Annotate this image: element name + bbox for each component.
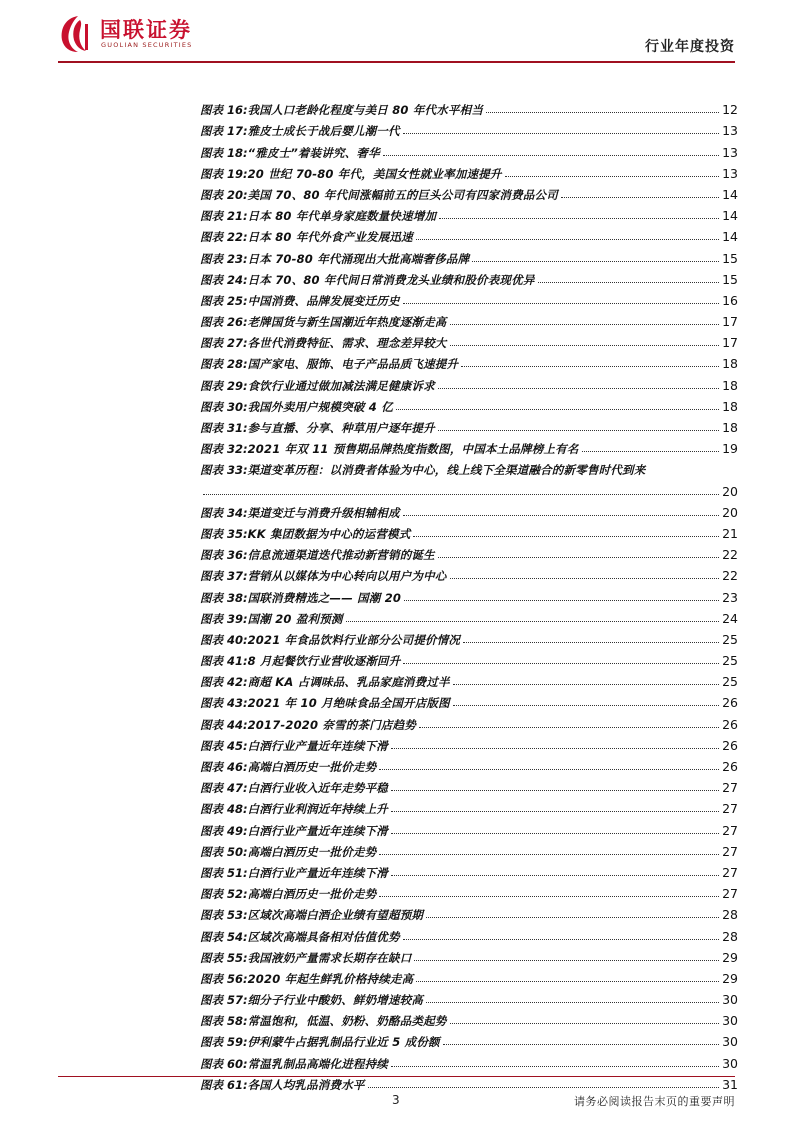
toc-entry-label: 图表 58: xyxy=(200,1014,248,1029)
toc-entry-title: 2017-2020 奈雪的茶门店趋势 xyxy=(247,717,416,732)
logo-text-en: GUOLIAN SECURITIES xyxy=(101,41,193,49)
toc-entry-label: 图表 20: xyxy=(200,187,248,202)
toc-entry-page: 20 xyxy=(722,483,738,499)
toc-entry-page: 28 xyxy=(722,928,738,944)
toc-entry[interactable] xyxy=(200,901,738,922)
toc-entry-page: 13 xyxy=(722,144,738,160)
toc-entry[interactable] xyxy=(200,393,738,414)
toc-entry-page: 29 xyxy=(722,970,738,986)
toc-leader-dots xyxy=(505,176,719,177)
toc-entry[interactable] xyxy=(200,435,738,456)
toc-entry[interactable] xyxy=(200,414,738,435)
toc-entry-page: 14 xyxy=(722,208,738,224)
toc-entry-page: 25 xyxy=(722,653,738,669)
toc-leader-dots xyxy=(450,324,720,325)
toc-entry-page: 19 xyxy=(722,441,738,457)
toc-entry-title: 细分子行业中酸奶、鲜奶增速较高 xyxy=(247,993,424,1008)
toc-entry-page: 14 xyxy=(722,229,738,245)
toc-entry-page: 30 xyxy=(722,992,738,1008)
toc-entry-label: 图表 32: xyxy=(200,442,248,457)
toc-entry-label: 图表 52: xyxy=(200,887,248,902)
toc-leader-dots xyxy=(443,1044,719,1045)
toc-entry-title: 2020 年起生鲜乳价格持续走高 xyxy=(247,971,414,986)
toc-entry[interactable] xyxy=(200,605,738,626)
page-header xyxy=(0,0,793,62)
toc-entry-label: 图表 59: xyxy=(200,1035,248,1050)
toc-entry-label: 图表 17: xyxy=(200,124,248,139)
toc-entry-page: 13 xyxy=(722,165,738,181)
toc-entry[interactable] xyxy=(200,499,738,520)
toc-entry-title: 我国外卖用户规模突破 4 亿 xyxy=(247,399,393,414)
header-divider xyxy=(58,61,735,63)
toc-entry-title: 白酒行业收入近年走势平稳 xyxy=(247,781,389,796)
toc-entry-page: 27 xyxy=(722,886,738,902)
toc-entry-label: 图表 28: xyxy=(200,357,248,372)
toc-entry-title: 2021 年双 11 预售期品牌热度指数图，中国本土品牌榜上有名 xyxy=(247,442,579,457)
toc-entry[interactable] xyxy=(200,816,738,837)
toc-entry-title: 白酒行业产量近年连续下滑 xyxy=(247,738,389,753)
toc-entry-label: 图表 56: xyxy=(200,971,248,986)
toc-leader-dots xyxy=(379,854,719,855)
toc-entry-label: 图表 46: xyxy=(200,760,248,774)
toc-entry[interactable] xyxy=(200,647,738,668)
toc-entry-page: 27 xyxy=(722,843,738,859)
toc-entry-label: 图表 18: xyxy=(200,145,248,160)
toc-entry[interactable] xyxy=(200,244,738,265)
toc-entry-page: 30 xyxy=(722,1034,738,1050)
toc-entry-title: 区域次高端具备相对估值优势 xyxy=(247,929,400,944)
toc-entry[interactable] xyxy=(200,350,738,371)
toc-entry-page: 18 xyxy=(722,356,738,372)
toc-entry-page: 20 xyxy=(722,504,738,520)
toc-leader-dots xyxy=(379,769,719,770)
toc-entry-page: 27 xyxy=(722,801,738,817)
toc-leader-dots xyxy=(391,875,719,876)
toc-entry-title: 国联消费精选之—— 国潮 20 xyxy=(247,590,402,605)
toc-entry[interactable] xyxy=(200,880,738,901)
toc-entry-title: 参与直播、分享、种草用户逐年提升 xyxy=(247,421,435,435)
toc-entry-label: 图表 21: xyxy=(200,209,248,224)
toc-entry-label: 图表 40: xyxy=(200,632,248,647)
toc-entry-label: 图表 55: xyxy=(200,950,248,965)
toc-entry-title: KK 集团数据为中心的运营模式 xyxy=(247,526,411,541)
toc-entry-title: 渠道变革历程：以消费者体验为中心，线上线下全渠道融合的新零售时代到来 xyxy=(247,463,646,478)
toc-entry-title: 2021 年食品饮料行业部分公司提价情况 xyxy=(247,632,461,647)
toc-leader-dots xyxy=(403,939,719,940)
toc-entry-page: 21 xyxy=(722,525,738,541)
toc-entry[interactable] xyxy=(200,732,738,753)
toc-entry-label: 图表 57: xyxy=(200,993,248,1008)
toc-entry-title: 日本 80 年代外食产业发展迅速 xyxy=(247,230,413,245)
toc-entry-label: 图表 25: xyxy=(200,293,248,308)
toc-entry-label: 图表 44: xyxy=(200,717,248,732)
toc-entry[interactable] xyxy=(200,944,738,965)
toc-entry-title: 我国人口老龄化程度与美日 80 年代水平相当 xyxy=(247,103,484,118)
toc-entry-label: 图表 35: xyxy=(200,526,248,541)
toc-entry-title: 白酒行业利润近年持续上升 xyxy=(247,802,389,817)
toc-entry-page: 22 xyxy=(722,568,738,584)
toc-entry-title: “雅皮士”着装讲究、奢华 xyxy=(247,145,380,160)
toc-entry-page: 16 xyxy=(722,292,738,308)
toc-leader-dots xyxy=(368,1087,719,1088)
toc-entry-label: 图表 61: xyxy=(200,1077,248,1092)
toc-entry-label: 图表 41: xyxy=(200,654,248,669)
toc-entry-title: 美国 70、80 年代间涨幅前五的巨头公司有四家消费品公司 xyxy=(247,187,558,202)
toc-entry-title: 区域次高端白酒企业绩有望超预期 xyxy=(247,908,424,923)
toc-entry-page: 31 xyxy=(722,1076,738,1092)
toc-entry-page: 26 xyxy=(722,759,738,774)
toc-entry-page: 15 xyxy=(722,271,738,287)
toc-entry-title: 8 月起餐饮行业营收逐渐回升 xyxy=(247,654,401,669)
toc-entry-title: 中国消费、品牌发展变迁历史 xyxy=(247,293,400,308)
toc-entry-title: 我国液奶产量需求长期存在缺口 xyxy=(247,950,412,965)
toc-entry-page: 27 xyxy=(722,822,738,838)
toc-entry[interactable] xyxy=(200,181,738,202)
toc-entry[interactable] xyxy=(200,456,738,477)
toc-entry[interactable] xyxy=(200,1071,738,1092)
toc-entry-label: 图表 26: xyxy=(200,315,248,330)
toc-entry-title: 白酒行业产量近年连续下滑 xyxy=(247,865,389,880)
toc-entry-page: 18 xyxy=(722,420,738,435)
toc-entry[interactable] xyxy=(200,774,738,795)
toc-entry-title: 信息流通渠道迭代推动新营销的诞生 xyxy=(247,548,435,563)
toc-leader-dots xyxy=(404,600,719,601)
toc-entry[interactable] xyxy=(200,1049,738,1070)
toc-entry[interactable] xyxy=(200,689,738,710)
toc-entry[interactable] xyxy=(200,308,738,329)
toc-entry[interactable] xyxy=(200,266,738,287)
toc-entry-title: 常温乳制品高端化进程持续 xyxy=(247,1056,389,1071)
toc-entry-page: 18 xyxy=(722,398,738,414)
toc-leader-dots xyxy=(396,409,719,410)
toc-leader-dots xyxy=(472,261,719,262)
toc-entry-title: 日本 80 年代单身家庭数量快速增加 xyxy=(247,209,437,224)
toc-entry-page: 22 xyxy=(722,547,738,563)
toc-leader-dots xyxy=(438,557,719,558)
toc-entry[interactable] xyxy=(200,223,738,244)
toc-entry-label: 图表 22: xyxy=(200,230,248,245)
toc-entry[interactable] xyxy=(200,117,738,138)
toc-entry-label: 图表 47: xyxy=(200,781,248,796)
toc-entry-page: 27 xyxy=(722,780,738,796)
toc-entry-label: 图表 43: xyxy=(200,696,248,711)
toc-leader-dots xyxy=(391,1066,719,1067)
toc-entry-title: 国产家电、服饰、电子产品品质飞速提升 xyxy=(247,357,459,372)
report-type-title: 行业年度投资 xyxy=(645,39,735,55)
toc-entry[interactable] xyxy=(200,838,738,859)
toc-entry-page: 14 xyxy=(722,186,738,202)
toc-entry-title: 白酒行业产量近年连续下滑 xyxy=(247,823,389,838)
toc-leader-dots xyxy=(426,917,719,918)
toc-entry[interactable] xyxy=(200,371,738,392)
toc-entry[interactable] xyxy=(200,1028,738,1049)
toc-entry-label: 图表 31: xyxy=(200,421,248,435)
toc-entry-label: 图表 30: xyxy=(200,399,248,414)
toc-entry[interactable] xyxy=(200,329,738,350)
toc-leader-dots xyxy=(439,218,719,219)
toc-entry-label: 图表 34: xyxy=(200,505,248,520)
toc-entry-label: 图表 51: xyxy=(200,865,248,880)
toc-entry-title: 高端白酒历史一批价走势 xyxy=(247,760,377,774)
toc-entry-label: 图表 19: xyxy=(200,166,248,181)
toc-entry-page: 26 xyxy=(722,716,738,732)
toc-leader-dots xyxy=(391,811,719,812)
toc-entry[interactable] xyxy=(200,795,738,816)
toc-entry-label: 图表 37: xyxy=(200,569,248,584)
toc-entry-continuation[interactable] xyxy=(200,477,738,498)
toc-entry-label: 图表 54: xyxy=(200,929,248,944)
toc-leader-dots xyxy=(453,705,719,706)
toc-entry-page: 30 xyxy=(722,1055,738,1071)
toc-leader-dots xyxy=(426,1002,719,1003)
toc-entry-page: 26 xyxy=(722,737,738,753)
toc-entry-title: 高端白酒历史一批价走势 xyxy=(247,844,377,859)
toc-leader-dots xyxy=(463,642,719,643)
toc-entry[interactable] xyxy=(200,986,738,1007)
toc-entry[interactable] xyxy=(200,965,738,986)
toc-entry[interactable] xyxy=(200,753,738,774)
toc-entry-title: 2021 年 10 月绝味食品全国开店版图 xyxy=(247,696,450,711)
toc-entry-title: 高端白酒历史一批价走势 xyxy=(247,887,377,902)
toc-entry[interactable] xyxy=(200,583,738,604)
toc-entry-page: 27 xyxy=(722,864,738,880)
toc-entry-title: 常温饱和，低温、奶粉、奶酪品类起势 xyxy=(247,1014,447,1029)
disclaimer-note: 请务必阅读报告末页的重要声明 xyxy=(574,1095,735,1108)
toc-leader-dots xyxy=(391,748,719,749)
toc-leader-dots xyxy=(391,833,719,834)
toc-entry[interactable] xyxy=(200,520,738,541)
toc-entry-title: 日本 70-80 年代涌现出大批高端奢侈品牌 xyxy=(247,251,470,266)
toc-entry[interactable] xyxy=(200,710,738,731)
toc-leader-dots xyxy=(582,451,720,452)
toc-leader-dots xyxy=(346,621,719,622)
toc-entry-label: 图表 39: xyxy=(200,611,248,626)
toc-entry[interactable] xyxy=(200,562,738,583)
toc-entry-label: 图表 27: xyxy=(200,336,248,351)
toc-entry-label: 图表 50: xyxy=(200,844,248,859)
toc-entry[interactable] xyxy=(200,1007,738,1028)
toc-entry-page: 18 xyxy=(722,377,738,393)
toc-entry-label: 图表 29: xyxy=(200,378,248,393)
logo-text-cn: 国联证券 xyxy=(100,18,192,42)
toc-leader-dots xyxy=(419,727,719,728)
toc-entry[interactable] xyxy=(200,160,738,181)
toc-entry[interactable] xyxy=(200,541,738,562)
toc-entry-title: 渠道变迁与消费升级相辅相成 xyxy=(247,505,400,520)
toc-entry-label: 图表 24: xyxy=(200,272,248,287)
figure-table-of-contents xyxy=(200,96,738,1092)
toc-entry-page: 17 xyxy=(722,335,738,351)
toc-entry-page: 12 xyxy=(722,102,738,118)
toc-entry[interactable] xyxy=(200,859,738,880)
toc-leader-dots xyxy=(450,1023,720,1024)
toc-entry[interactable] xyxy=(200,287,738,308)
toc-entry-page: 25 xyxy=(722,674,738,690)
toc-entry-label: 图表 38: xyxy=(200,590,248,605)
toc-leader-dots xyxy=(413,536,719,537)
toc-entry-title: 20 世纪 70-80 年代，美国女性就业率加速提升 xyxy=(247,166,502,181)
toc-entry-title: 伊利蒙牛占据乳制品行业近 5 成份额 xyxy=(247,1035,440,1050)
toc-leader-dots xyxy=(403,133,719,134)
toc-entry-label: 图表 53: xyxy=(200,908,248,923)
toc-entry-page: 25 xyxy=(722,631,738,647)
toc-leader-dots xyxy=(403,515,719,516)
toc-entry-label: 图表 16: xyxy=(200,103,248,118)
toc-entry-page: 24 xyxy=(722,610,738,626)
toc-entry-page: 23 xyxy=(722,589,738,605)
toc-leader-dots xyxy=(403,663,719,664)
toc-entry[interactable] xyxy=(200,96,738,117)
toc-entry-title: 日本 70、80 年代间日常消费龙头业绩和股价表现优异 xyxy=(247,272,535,287)
toc-entry-label: 图表 23: xyxy=(200,251,248,266)
toc-entry-title: 营销从以媒体为中心转向以用户为中心 xyxy=(247,569,447,584)
toc-entry-page: 17 xyxy=(722,314,738,330)
toc-leader-dots xyxy=(383,155,719,156)
toc-entry-title: 雅皮士成长于战后婴儿潮一代 xyxy=(247,124,400,139)
toc-entry-title: 国潮 20 盈利预测 xyxy=(247,611,343,626)
toc-leader-dots xyxy=(391,790,719,791)
toc-entry-label: 图表 48: xyxy=(200,802,248,817)
toc-entry-label: 图表 42: xyxy=(200,675,248,690)
guolian-emblem-icon xyxy=(58,14,96,54)
footer-divider xyxy=(58,1076,735,1077)
toc-entry[interactable] xyxy=(200,138,738,159)
toc-leader-dots xyxy=(416,981,719,982)
toc-entry-label: 图表 36: xyxy=(200,548,248,563)
toc-leader-dots xyxy=(403,303,719,304)
toc-entry-page: 29 xyxy=(722,949,738,965)
guolian-logo xyxy=(58,14,258,54)
toc-entry-page: 15 xyxy=(722,250,738,266)
toc-leader-dots xyxy=(379,896,719,897)
toc-entry-title: 老牌国货与新生国潮近年热度逐渐走高 xyxy=(247,315,447,330)
toc-leader-dots xyxy=(416,239,719,240)
toc-entry-label: 图表 49: xyxy=(200,823,248,838)
toc-entry-title: 各国人均乳品消费水平 xyxy=(247,1077,365,1092)
page-number: 3 xyxy=(392,1093,400,1107)
toc-leader-dots xyxy=(203,494,719,495)
toc-entry[interactable] xyxy=(200,202,738,223)
toc-entry[interactable] xyxy=(200,626,738,647)
toc-entry-title: 各世代消费特征、需求、理念差异较大 xyxy=(247,336,447,351)
toc-leader-dots xyxy=(450,345,720,346)
toc-entry-title: 商超 KA 占调味品、乳品家庭消费过半 xyxy=(247,675,450,690)
toc-entry-label: 图表 33: xyxy=(200,463,248,478)
toc-leader-dots xyxy=(561,197,719,198)
toc-leader-dots xyxy=(450,578,720,579)
toc-entry[interactable] xyxy=(200,922,738,943)
toc-entry-page: 13 xyxy=(722,123,738,139)
toc-entry-page: 30 xyxy=(722,1013,738,1029)
toc-leader-dots xyxy=(461,366,719,367)
toc-leader-dots xyxy=(453,684,719,685)
toc-entry-label: 图表 45: xyxy=(200,738,248,753)
toc-entry-title: 食饮行业通过做加减法满足健康诉求 xyxy=(247,378,435,393)
toc-entry-page: 26 xyxy=(722,695,738,711)
toc-leader-dots xyxy=(414,960,719,961)
toc-leader-dots xyxy=(538,282,720,283)
toc-entry[interactable] xyxy=(200,668,738,689)
toc-entry-page: 28 xyxy=(722,907,738,923)
toc-leader-dots xyxy=(438,430,719,431)
toc-leader-dots xyxy=(438,388,719,389)
toc-leader-dots xyxy=(486,112,719,113)
toc-entry-label: 图表 60: xyxy=(200,1056,248,1071)
